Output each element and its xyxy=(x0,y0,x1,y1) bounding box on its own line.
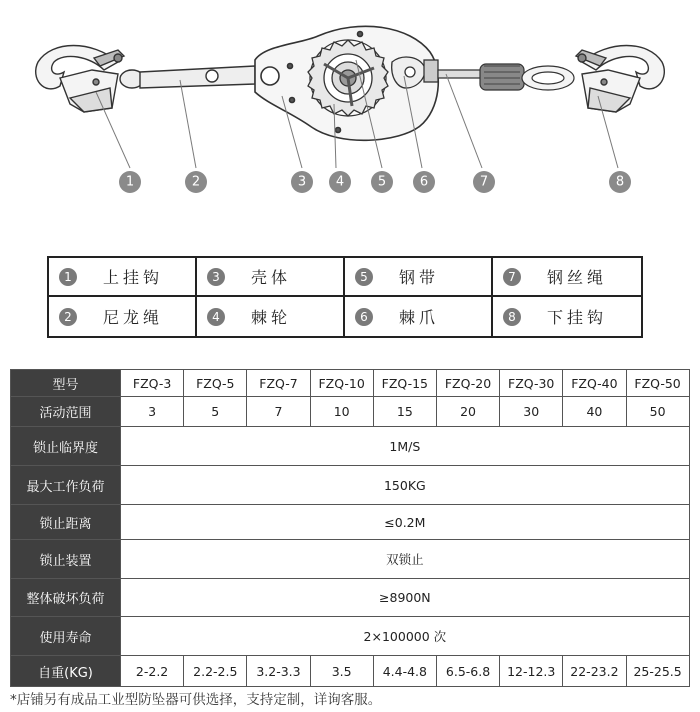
nylon-rope-drawing xyxy=(120,66,255,88)
legend-label: 棘爪 xyxy=(399,308,440,327)
table-row xyxy=(11,427,690,466)
row-label: 锁止临界度 xyxy=(11,427,121,466)
row-label: 活动范围 xyxy=(11,397,121,427)
weight-cell: 3.5 xyxy=(310,656,373,687)
callout-2 xyxy=(185,171,207,193)
row-label: 最大工作负荷 xyxy=(11,466,121,505)
legend-number: 8 xyxy=(503,308,521,326)
range-cell: 40 xyxy=(563,397,626,427)
legend-number: 1 xyxy=(59,268,77,286)
svg-text:3: 3 xyxy=(297,174,307,190)
table-row xyxy=(11,505,690,540)
legend-item xyxy=(345,258,493,297)
legend-label: 棘轮 xyxy=(251,308,292,327)
svg-text:5: 5 xyxy=(377,174,387,190)
weight-cell: 4.4-4.8 xyxy=(373,656,436,687)
table-row xyxy=(11,466,690,505)
row-label: 锁止装置 xyxy=(11,540,121,579)
model-cell: FZQ-50 xyxy=(626,370,689,397)
callout-7 xyxy=(473,171,495,193)
row-label: 整体破坏负荷 xyxy=(11,579,121,617)
max-load-value: 150KG xyxy=(121,466,690,505)
weight-cell: 6.5-6.8 xyxy=(436,656,499,687)
range-cell: 20 xyxy=(436,397,499,427)
header-label: 型号 xyxy=(11,370,121,397)
callout-1 xyxy=(119,171,141,193)
weight-cell: 2.2-2.5 xyxy=(184,656,247,687)
svg-text:6: 6 xyxy=(419,174,429,190)
row-label: 锁止距离 xyxy=(11,505,121,540)
legend-item xyxy=(493,297,641,336)
legend-label: 壳体 xyxy=(251,268,292,287)
legend-item xyxy=(345,297,493,336)
legend-number: 7 xyxy=(503,268,521,286)
model-cell: FZQ-30 xyxy=(500,370,563,397)
weight-cell: 25-25.5 xyxy=(626,656,689,687)
lock-device-value: 双锁止 xyxy=(121,540,690,579)
legend-item xyxy=(197,297,345,336)
lock-speed-value: 1M/S xyxy=(121,427,690,466)
wire-rope-drawing xyxy=(438,64,574,90)
weight-cell: 22-23.2 xyxy=(563,656,626,687)
model-cell: FZQ-7 xyxy=(247,370,310,397)
range-cell: 50 xyxy=(626,397,689,427)
row-label: 使用寿命 xyxy=(11,617,121,656)
legend-item xyxy=(49,258,197,297)
ratchet-drawing xyxy=(308,40,388,116)
lower-hook-drawing xyxy=(576,46,664,113)
range-cell: 10 xyxy=(310,397,373,427)
model-cell: FZQ-40 xyxy=(563,370,626,397)
legend-number: 5 xyxy=(355,268,373,286)
legend-label: 钢丝绳 xyxy=(547,268,608,287)
table-row xyxy=(11,370,690,397)
table-row xyxy=(11,579,690,617)
table-row xyxy=(11,540,690,579)
legend-label: 钢带 xyxy=(399,268,440,287)
range-cell: 5 xyxy=(184,397,247,427)
model-cell: FZQ-20 xyxy=(436,370,499,397)
legend-label: 尼龙绳 xyxy=(103,308,164,327)
svg-text:8: 8 xyxy=(615,174,625,190)
svg-text:7: 7 xyxy=(479,174,489,190)
break-load-value: ≥8900N xyxy=(121,579,690,617)
spec-table xyxy=(10,369,690,687)
legend-number: 2 xyxy=(59,308,77,326)
life-value: 2×100000 次 xyxy=(121,617,690,656)
parts-legend xyxy=(47,256,643,338)
range-cell: 3 xyxy=(121,397,184,427)
legend-item xyxy=(493,258,641,297)
model-cell: FZQ-15 xyxy=(373,370,436,397)
legend-label: 下挂钩 xyxy=(547,308,608,327)
callout-6 xyxy=(413,171,435,193)
fall-arrester-diagram xyxy=(0,0,700,200)
table-row xyxy=(11,617,690,656)
model-cell: FZQ-3 xyxy=(121,370,184,397)
legend-item xyxy=(49,297,197,336)
weight-cell: 12-12.3 xyxy=(500,656,563,687)
legend-item xyxy=(197,258,345,297)
range-cell: 7 xyxy=(247,397,310,427)
range-cell: 30 xyxy=(500,397,563,427)
svg-text:1: 1 xyxy=(125,174,135,190)
svg-text:2: 2 xyxy=(191,174,201,190)
legend-number: 3 xyxy=(207,268,225,286)
upper-hook-drawing xyxy=(36,46,124,113)
range-cell: 15 xyxy=(373,397,436,427)
callout-3 xyxy=(291,171,313,193)
model-cell: FZQ-10 xyxy=(310,370,373,397)
svg-text:4: 4 xyxy=(335,174,345,190)
weight-cell: 2-2.2 xyxy=(121,656,184,687)
footnote: *店铺另有成品工业型防坠器可供选择，支持定制，详询客服。 xyxy=(10,692,382,708)
table-row xyxy=(11,397,690,427)
callout-4 xyxy=(329,171,351,193)
legend-number: 6 xyxy=(355,308,373,326)
lock-distance-value: ≤0.2M xyxy=(121,505,690,540)
row-label: 自重(KG) xyxy=(11,656,121,687)
legend-label: 上挂钩 xyxy=(103,268,164,287)
legend-number: 4 xyxy=(207,308,225,326)
weight-cell: 3.2-3.3 xyxy=(247,656,310,687)
model-cell: FZQ-5 xyxy=(184,370,247,397)
callout-8 xyxy=(609,171,631,193)
table-row xyxy=(11,656,690,687)
callout-5 xyxy=(371,171,393,193)
